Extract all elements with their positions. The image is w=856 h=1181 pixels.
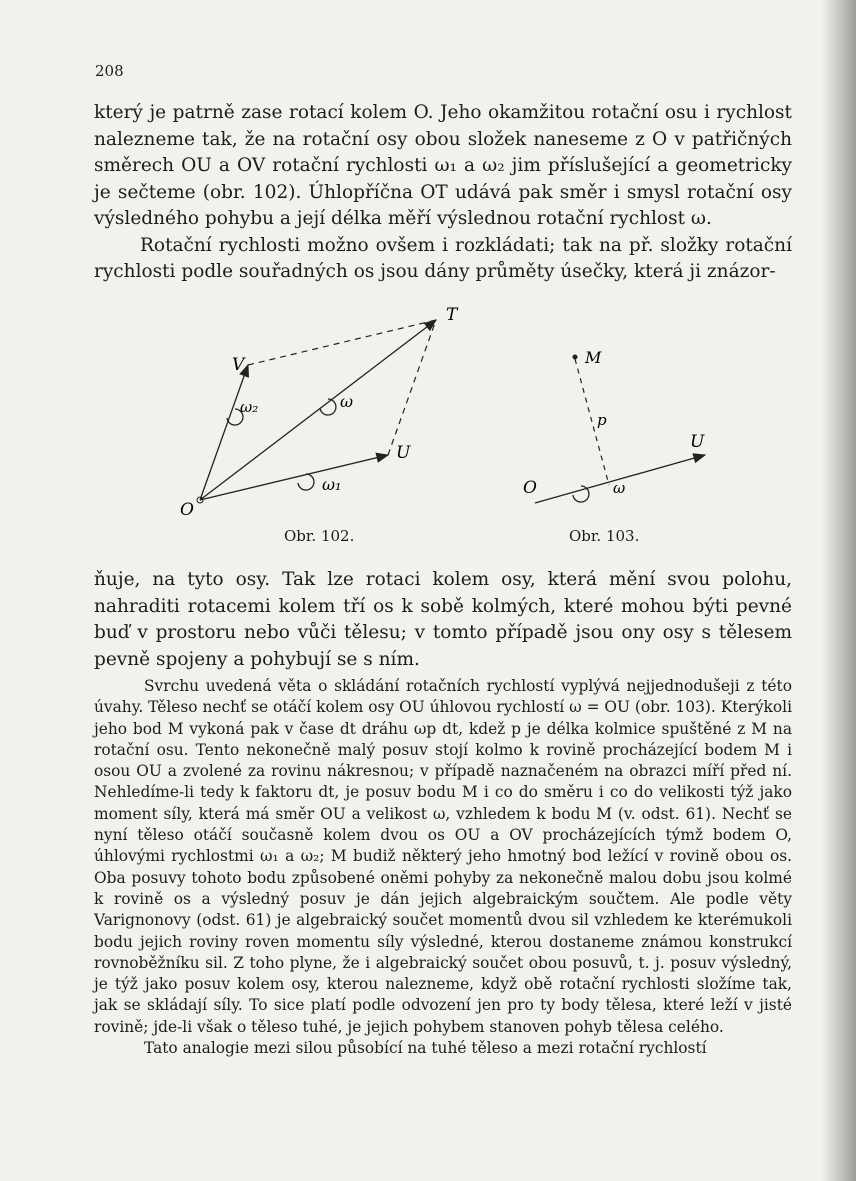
- label-p: p: [597, 411, 607, 429]
- label-O: O: [523, 478, 537, 498]
- page-number: 208: [95, 62, 124, 80]
- text-block-top: [94, 100, 792, 286]
- label-omega: ω: [613, 479, 626, 497]
- figure-103: [515, 345, 730, 525]
- text-block-mid: [94, 567, 792, 673]
- page-edge-shadow: [822, 0, 856, 1181]
- label-V: V: [232, 355, 245, 375]
- label-omega1: ω₁: [322, 475, 342, 494]
- label-omega2: ω₂: [240, 398, 259, 416]
- paragraph: Rotační rychlosti možno ovšem i rozkládati; tak na př. složky rotační rychlosti podle souřadných os jsou dány průměty úsečky, která ji znázor-: [94, 234, 792, 282]
- caption-fig-102: Obr. 102.: [284, 527, 355, 545]
- label-T: T: [446, 305, 458, 325]
- label-U: U: [690, 432, 705, 452]
- vector-ot: [200, 320, 436, 500]
- label-M: M: [585, 348, 602, 367]
- label-O: O: [180, 500, 194, 520]
- paragraph: Svrchu uvedená věta o skládání rotačních rychlostí vyplývá nejjednodušeji z této úvahy. Těleso nechť se otáčí kolem osy OU úhlovou rychlostí ω = OU (obr. 103). Kterýkoli jeho bod M vykoná pak v čase dt dráhu ωp dt, kdež p je délka kolmice spuštěné z M na rotační osu. Tento nekonečně malý posuv stojí kolmo k rovině procházející bodem M i osou OU a zvolené za rovinu nákresnou; v případě naznačeném na obrazci míří před ní. Nehledíme-li tedy k faktoru dt, je posuv bodu M i co do směru i co do velikosti týž jako moment síly, která má směr OU a velikost ω, vzhledem k bodu M (v. odst. 61). Nechť se nyní těleso otáčí současně kolem dvou os OU a OV procházejících týmž bodem O, úhlovými rychlostmi ω₁ a ω₂; M budiž některý jeho hmotný bod ležící v rovině obou os. Oba posuvy tohoto bodu způsobené oněmi pohyby za nekonečně malou dobu jsou kolmé k rovině os a výsledný posuv je dán jejich algebraickým součtem. Ale podle věty Varignonovy (odst. 61) je algebraický součet momentů dvou sil vzhledem ke kterémukoli bodu jejich roviny roven momentu síly výsledné, kterou dostaneme známou konstrukcí rovnoběžníku sil. Z toho plyne, že i algebraický součet obou posuvů, t. j. posuv výsledný, je týž jako posuv kolem osy, kterou nalezneme, když obě rotační rychlosti složíme tak, jak se skládají síly. To sice platí podle odvození jen pro ty body tělesa, které leží v jisté rovině; jde-li však o těleso tuhé, je jejich pohybem stanoven pohyb tělesa celého.: [94, 677, 792, 1036]
- text-block-small: [94, 676, 792, 1059]
- dashed-vt: [248, 320, 436, 365]
- label-U: U: [396, 443, 411, 463]
- paragraph: Tato analogie mezi silou působící na tuhé těleso a mezi rotační rychlostí: [144, 1039, 707, 1058]
- caption-fig-103: Obr. 103.: [569, 527, 640, 545]
- vector-ov: [200, 365, 248, 500]
- paragraph: ňuje, na tyto osy. Tak lze rotaci kolem osy, která mění svou polohu, nahraditi rotacemi kolem tří os k sobě kolmých, které mohou býti pevné buď v prostoru nebo vůči tělesu; v tomto případě jsou ony osy s tělesem pevně spojeny a pohybují se s ním.: [94, 569, 792, 670]
- vector-ou: [200, 455, 388, 500]
- figure-102: [170, 300, 480, 525]
- dashed-ut: [388, 320, 436, 455]
- paragraph: který je patrně zase rotací kolem O. Jeho okamžitou rotační osu i rychlost nalezneme tak, že na rotační osy obou složek naneseme z O v patřičných směrech OU a OV rotační rychlosti ω₁ a ω₂ jim příslušející a geometricky je sečteme (obr. 102). Úhlopříčna OT udává pak směr i smysl rotační osy výsledného pohybu a její délka měří výslednou rotační rychlost ω.: [94, 102, 792, 229]
- rotation-arc: [573, 486, 589, 502]
- point-m: [573, 355, 578, 360]
- label-omega: ω: [340, 392, 354, 411]
